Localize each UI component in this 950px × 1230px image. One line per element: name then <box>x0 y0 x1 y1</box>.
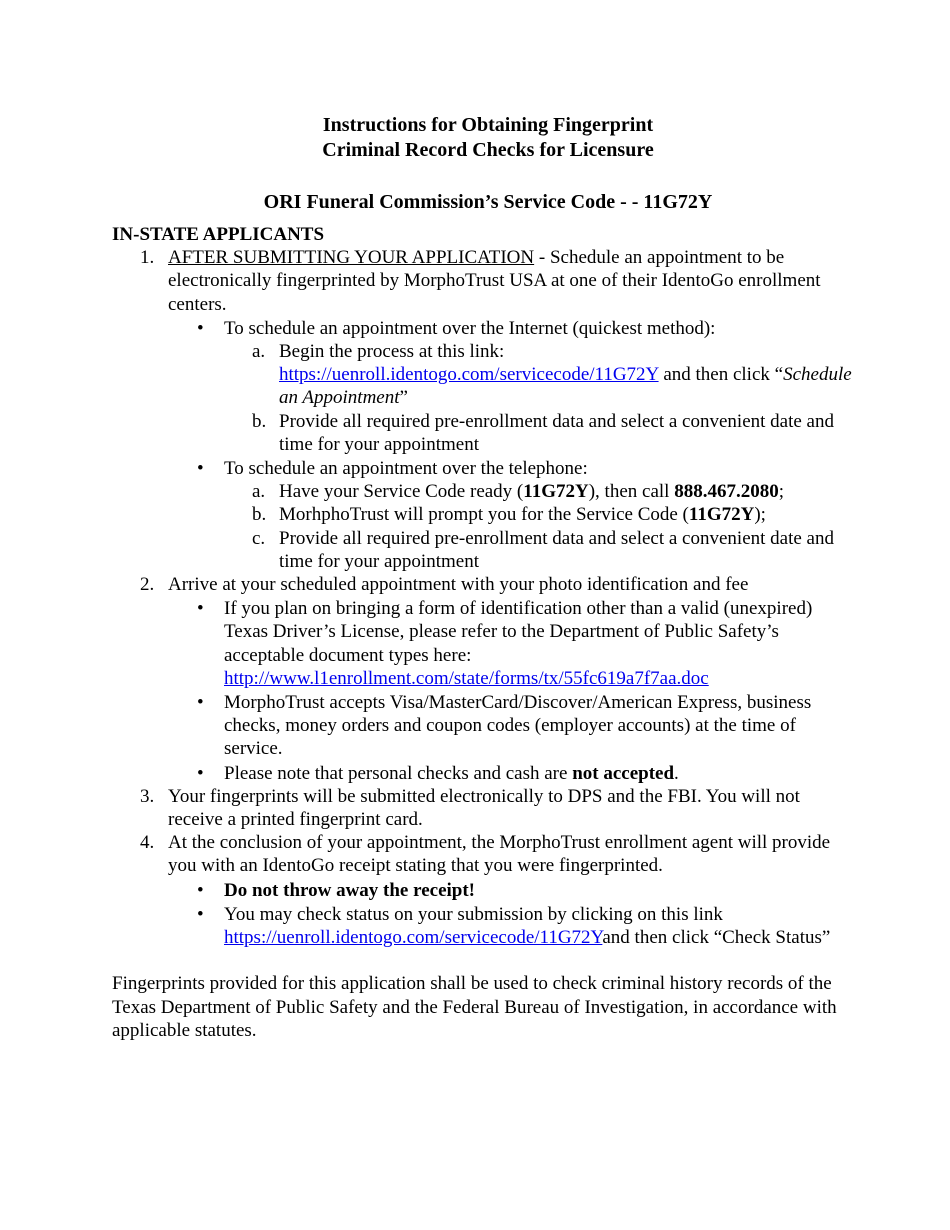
step-3-text: Your fingerprints will be submitted electronically to DPS and the FBI. You will not receive a printed fingerprint card. <box>168 785 800 831</box>
l1enrollment-link[interactable]: http://www.l1enrollment.com/state/forms/tx/55fc619a7f7aa.doc <box>224 667 709 689</box>
telephone-item-a-mid: ), then call <box>588 481 675 503</box>
internet-item-a-close: ” <box>399 387 408 409</box>
step-1-text: - Schedule an appointment to be electronically fingerprinted by MorphoTrust USA at one of their IdentoGo enrollment centers. <box>168 247 821 315</box>
not-accepted-text: not accepted <box>572 762 675 784</box>
step-2-bullet-2 <box>112 691 852 761</box>
step-4-number: 4. <box>140 832 155 854</box>
schedule-appointment-text: Schedule an Appointment <box>279 364 852 409</box>
step-4 <box>112 831 852 877</box>
internet-item-a <box>112 340 852 410</box>
document-page <box>112 113 852 1042</box>
step-2-number: 2. <box>140 574 155 596</box>
internet-item-b-text: Provide all required pre-enrollment data and select a convenient date and time for your appointment <box>279 410 834 455</box>
footer-statement: Fingerprints provided for this application shall be used to check criminal history records of the Texas Department of Public Safety and the Federal Bureau of Investigation, in accordance with applicable statutes. <box>112 973 837 1041</box>
service-code: 11G72Y <box>688 504 755 526</box>
identification-note: If you plan on bringing a form of identification other than a valid (unexpired) Texas Driver’s License, please refer to the Department of Public Safety’s acceptable document types here: <box>224 598 813 666</box>
step-2-bullet-1 <box>112 597 852 690</box>
telephone-item-b <box>112 503 852 526</box>
document-title <box>124 113 852 162</box>
internet-item-a-text: Begin the process at this link: <box>279 341 505 363</box>
title-line-2: Criminal Record Checks for Licensure <box>322 138 654 161</box>
item-letter: b. <box>252 410 267 432</box>
check-status-after: and then click “Check Status” <box>602 927 831 949</box>
keep-receipt-warning: Do not throw away the receipt! <box>224 879 476 901</box>
step-4-bullet-2 <box>112 903 852 949</box>
telephone-item-a-pre: Have your Service Code ready ( <box>279 481 524 503</box>
telephone-item-a <box>112 480 852 503</box>
step-4-text: At the conclusion of your appointment, the MorphoTrust enrollment agent will provide you with an IdentoGo receipt stating that you were fingerprinted. <box>168 832 831 877</box>
section-heading-in-state: IN-STATE APPLICANTS <box>112 224 325 245</box>
uenroll-link[interactable]: https://uenroll.identogo.com/servicecode/11G72Y <box>279 364 659 386</box>
telephone-bullet-text: To schedule an appointment over the telephone: <box>224 458 588 480</box>
telephone-item-c <box>112 527 852 573</box>
bullet-icon: • <box>197 458 204 480</box>
step-1-telephone-bullet <box>112 457 852 480</box>
step-1-number: 1. <box>140 247 155 269</box>
step-1-internet-bullet <box>112 317 852 340</box>
telephone-item-a-end: ; <box>778 481 784 503</box>
payment-methods-text: MorphoTrust accepts Visa/MasterCard/Discover/American Express, business checks, money orders and coupon codes (employer accounts) at the time of service. <box>224 692 812 760</box>
bullet-icon: • <box>197 598 204 620</box>
phone-number: 888.467.2080 <box>674 481 779 503</box>
bullet-icon: • <box>197 903 204 925</box>
bullet-icon: • <box>197 762 204 784</box>
internet-item-a-after: and then click “ <box>658 364 784 386</box>
step-4-bullet-1 <box>112 879 852 902</box>
bullet-icon: • <box>197 879 204 901</box>
item-letter: c. <box>252 527 266 549</box>
service-code: 11G72Y <box>523 481 589 503</box>
bullet-icon: • <box>197 317 204 339</box>
item-letter: a. <box>252 341 266 363</box>
check-status-text: You may check status on your submission by clicking on this link <box>224 903 723 925</box>
telephone-item-b-pre: MorhphoTrust will prompt you for the Service Code ( <box>279 504 689 526</box>
step-3 <box>112 785 852 831</box>
title-line-1: Instructions for Obtaining Fingerprint <box>322 114 654 136</box>
telephone-item-b-end: ); <box>754 504 766 526</box>
not-accepted-pre: Please note that personal checks and cash are <box>224 762 573 784</box>
service-code-heading: ORI Funeral Commission’s Service Code - - 11G72Y <box>263 191 713 213</box>
step-2-text: Arrive at your scheduled appointment with your photo identification and fee <box>168 574 749 596</box>
step-2 <box>112 573 852 596</box>
step-3-number: 3. <box>140 785 155 807</box>
not-accepted-end: . <box>674 762 679 784</box>
item-letter: b. <box>252 504 267 526</box>
telephone-item-c-text: Provide all required pre-enrollment data and select a convenient date and time for your appointment <box>279 527 834 572</box>
internet-item-b <box>112 410 852 456</box>
bullet-icon: • <box>197 692 204 714</box>
step-1 <box>112 246 852 316</box>
step-1-lead: AFTER SUBMITTING YOUR APPLICATION <box>168 247 535 269</box>
step-2-bullet-3 <box>112 762 852 785</box>
internet-bullet-text: To schedule an appointment over the Internet (quickest method): <box>224 317 716 339</box>
check-status-link[interactable]: https://uenroll.identogo.com/servicecode/11G72Y <box>224 927 603 949</box>
item-letter: a. <box>252 481 266 503</box>
